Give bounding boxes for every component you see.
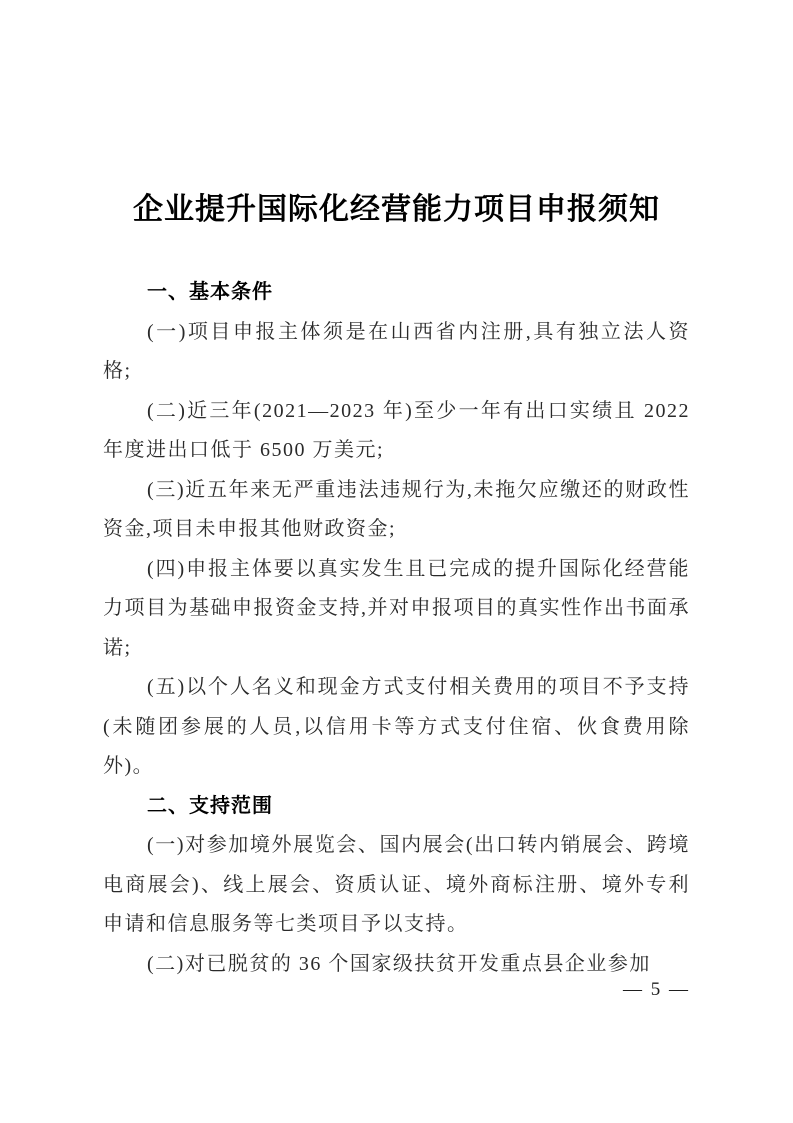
paragraph-scope-1: (一)对参加境外展览会、国内展会(出口转内销展会、跨境电商展会)、线上展会、资质认证、境外商标注册、境外专利申请和信息服务等七类项目予以支持。: [103, 834, 690, 935]
paragraph-condition-4: (四)申报主体要以真实发生且已完成的提升国际化经营能力项目为基础申报资金支持,并对申报项目的真实性作出书面承诺;: [103, 557, 690, 659]
section-heading-basic-conditions: 一、基本条件: [147, 281, 273, 303]
document-title: 企业提升国际化经营能力项目申报须知: [133, 193, 660, 226]
paragraph-condition-2: (二)近三年(2021—2023 年)至少一年有出口实绩且 2022 年度进出口低于 6500 万美元;: [103, 399, 690, 461]
page-number: — 5 —: [623, 979, 690, 1000]
section-heading-support-scope: 二、支持范围: [147, 794, 273, 817]
document-body: [103, 273, 690, 984]
paragraph-condition-5: (五)以个人名义和现金方式支付相关费用的项目不予支持(未随团参展的人员,以信用卡等方式支付住宿、伙食费用除外)。: [103, 676, 690, 777]
paragraph-condition-3: (三)近五年来无严重违法违规行为,未拖欠应缴还的财政性资金,项目未申报其他财政资金;: [103, 478, 690, 540]
paragraph-scope-2: (二)对已脱贫的 36 个国家级扶贫开发重点县企业参加: [147, 952, 651, 975]
paragraph-condition-1: (一)项目申报主体须是在山西省内注册,具有独立法人资格;: [103, 320, 690, 382]
